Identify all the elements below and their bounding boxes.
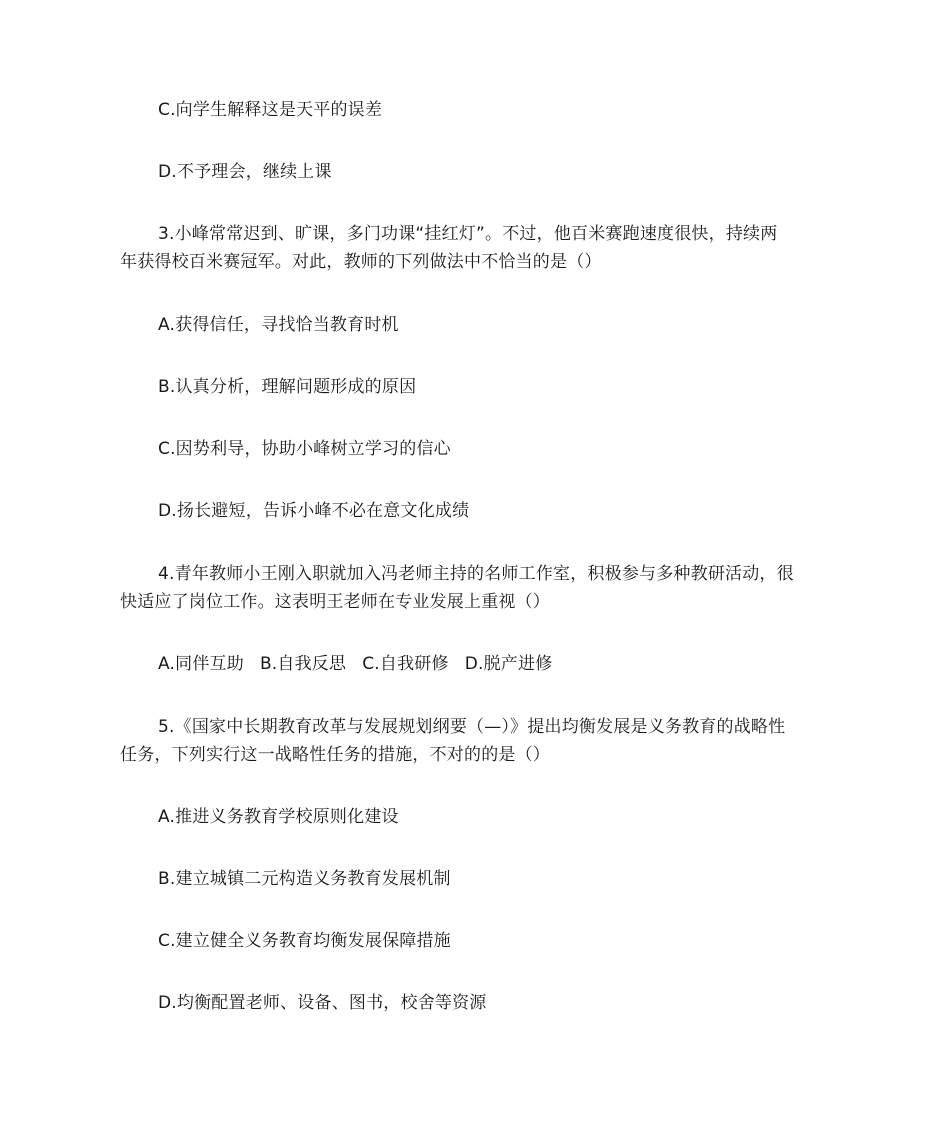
- q2-option-d: D.不予理会，继续上课: [158, 162, 332, 182]
- q3-option-b: B.认真分析，理解问题形成的原因: [158, 377, 417, 397]
- q4-stem-line-1: 4.青年教师小王刚入职就加入冯老师主持的名师工作室，积极参与多种教研活动，很: [158, 564, 794, 584]
- q5-stem-line-1: 5.《国家中长期教育改革与发展规划纲要（—）》提出均衡发展是义务教育的战略性: [158, 717, 786, 737]
- q5-stem-line-2: 任务，下列实行这一战略性任务的措施，不对的的是（）: [120, 745, 550, 765]
- q3-option-d: D.扬长避短，告诉小峰不必在意文化成绩: [158, 501, 470, 521]
- q3-stem-line-1: 3.小峰常常迟到、旷课，多门功课“挂红灯”。不过，他百米赛跑速度很快，持续两: [158, 224, 778, 244]
- q3-option-c: C.因势利导，协助小峰树立学习的信心: [158, 439, 451, 459]
- q4-option-b: B.自我反思: [259, 654, 347, 674]
- q4-option-a: A.同伴互助: [158, 654, 244, 674]
- q4-stem-line-2: 快适应了岗位工作。这表明王老师在专业发展上重视（）: [120, 592, 550, 612]
- q2-option-c: C.向学生解释这是天平的误差: [158, 100, 383, 120]
- q5-option-b: B.建立城镇二元构造义务教育发展机制: [158, 869, 451, 889]
- q3-option-a: A.获得信任，寻找恰当教育时机: [158, 315, 399, 335]
- q3-stem-line-2: 年获得校百米赛冠军。对此，教师的下列做法中不恰当的是（）: [120, 252, 602, 272]
- q5-option-a: A.推进义务教育学校原则化建设: [158, 807, 399, 827]
- q5-option-c: C.建立健全义务教育均衡发展保障措施: [158, 931, 451, 951]
- q4-option-d: D.脱产进修: [464, 654, 553, 674]
- q4-options: [158, 650, 552, 678]
- q4-option-c: C.自我研修: [362, 654, 449, 674]
- q5-option-d: D.均衡配置老师、设备、图书，校舍等资源: [158, 993, 487, 1013]
